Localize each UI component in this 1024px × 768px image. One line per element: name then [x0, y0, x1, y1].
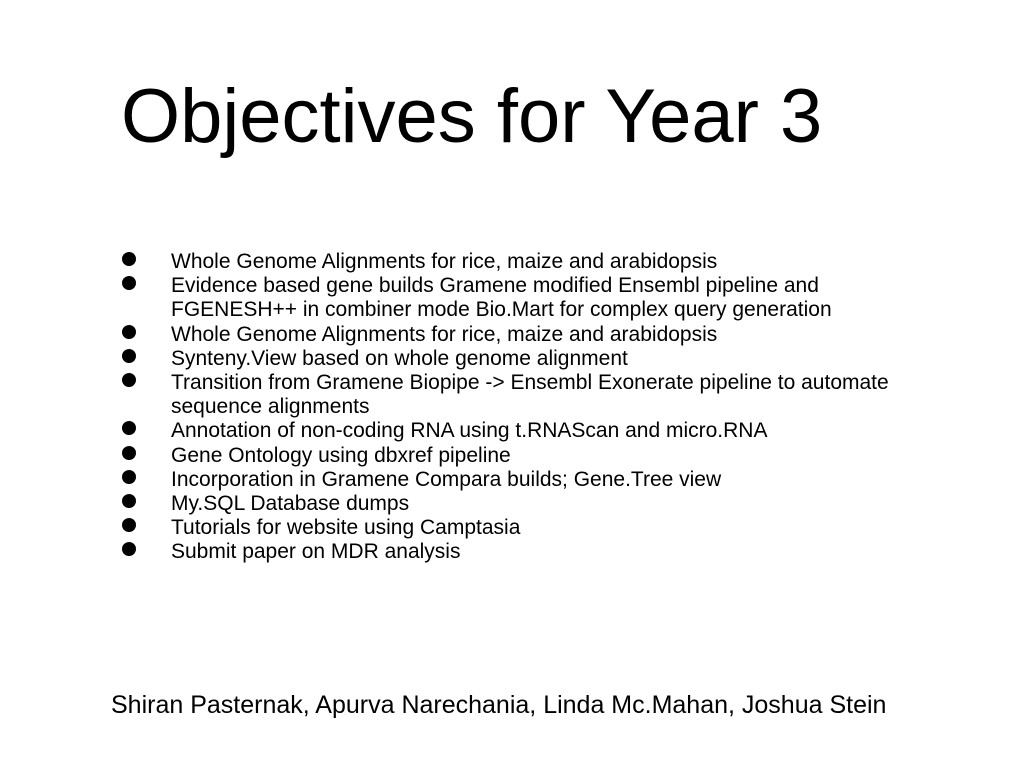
bullet-icon	[122, 325, 136, 339]
authors-line: Shiran Pasternak, Apurva Narechania, Linda Mc.Mahan, Joshua Stein	[111, 691, 887, 719]
list-item	[120, 492, 920, 516]
list-item-text: Incorporation in Gramene Compara builds; Gene.Tree view	[171, 467, 722, 491]
list-item-text: Submit paper on MDR analysis	[171, 540, 461, 564]
bullet-icon	[122, 446, 136, 460]
list-item	[120, 516, 920, 540]
list-item	[120, 371, 920, 419]
bullet-icon	[122, 542, 136, 556]
list-item	[120, 347, 920, 371]
bullet-icon	[122, 470, 136, 484]
bullet-icon	[122, 494, 136, 508]
objectives-list	[120, 250, 920, 565]
bullet-icon	[122, 276, 136, 290]
bullet-icon	[122, 349, 136, 363]
bullet-icon	[122, 421, 136, 435]
list-item-text: Tutorials for website using Camptasia	[171, 516, 521, 540]
list-item-text: Whole Genome Alignments for rice, maize and arabidopsis	[171, 250, 718, 273]
list-item-text: Transition from Gramene Biopipe -> Ensembl Exonerate pipeline to automate sequence alignments	[171, 371, 889, 419]
list-item-text: Gene Ontology using dbxref pipeline	[171, 443, 511, 467]
list-item	[120, 250, 920, 274]
bullet-icon	[122, 252, 136, 266]
list-item-text: Evidence based gene builds Gramene modified Ensembl pipeline and FGENESH++ in combiner mode Bio.Mart for complex query generation	[171, 274, 832, 322]
bullet-icon	[122, 518, 136, 532]
list-item	[120, 540, 920, 564]
slide-title: Objectives for Year 3	[121, 74, 823, 159]
list-item	[120, 274, 920, 322]
list-item	[120, 419, 920, 443]
list-item	[120, 468, 920, 492]
list-item-text: Synteny.View based on whole genome alignment	[171, 346, 628, 370]
list-item	[120, 323, 920, 347]
list-item-text: Whole Genome Alignments for rice, maize and arabidopsis	[171, 322, 718, 346]
list-item-text: My.SQL Database dumps	[171, 492, 410, 516]
list-item	[120, 444, 920, 468]
bullet-icon	[122, 373, 136, 387]
list-item-text: Annotation of non-coding RNA using t.RNAScan and micro.RNA	[171, 419, 768, 443]
